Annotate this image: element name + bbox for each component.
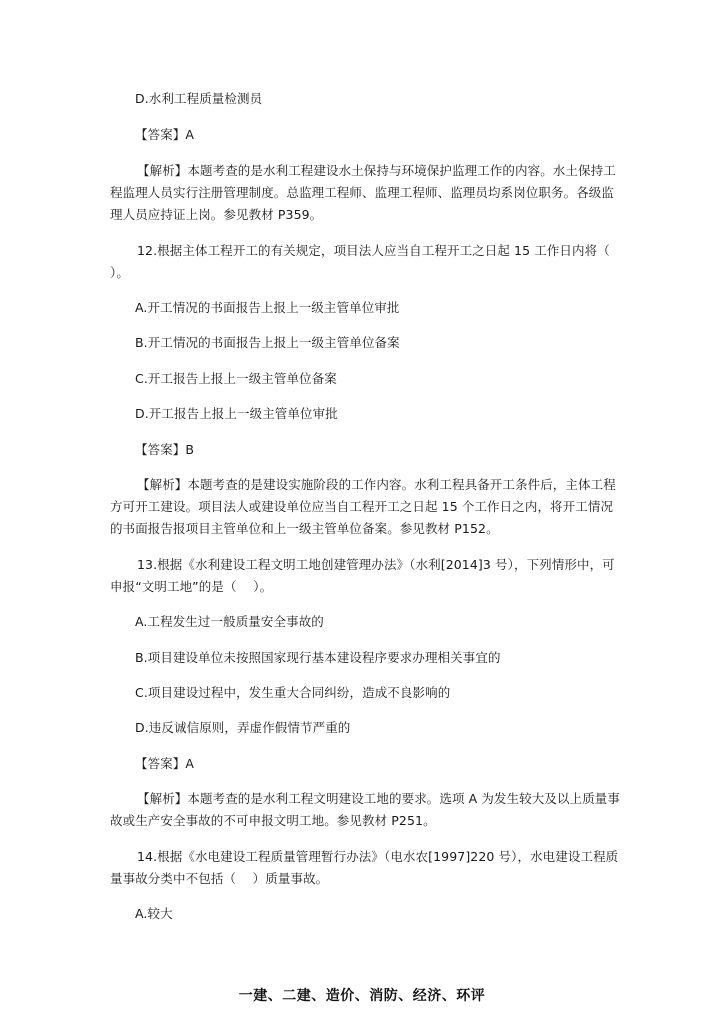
analysis-q11: 【解析】本题考查的是水利工程建设水土保持与环境保护监理工作的内容。水土保持工程监理人员实行注册管理制度。总监理工程师、监理工程师、监理员均系岗位职务。各级监理人员应持证上岗。参见教材 P359。 [110,163,616,222]
option-d-q11: D.水利工程质量检测员 [135,91,263,106]
answer-q11: 【答案】A [135,127,195,142]
option-a-q14: A.较大 [135,906,173,921]
answer-q13: 【答案】A [135,756,195,771]
analysis-q13: 【解析】本题考查的是水利工程文明建设工地的要求。选项 A 为发生较大及以上质量事故或生产安全事故的不可申报文明工地。参见教材 P251。 [110,791,620,828]
option-a-q13: A.工程发生过一般质量安全事故的 [135,614,324,629]
option-c-q12: C.开工报告上报上一级主管单位备案 [135,371,337,386]
page-footer: 一建、二建、造价、消防、经济、环评 [238,988,486,1004]
analysis-q12: 【解析】本题考查的是建设实施阶段的工作内容。水利工程具备开工条件后，主体工程方可开工建设。项目法人或建设单位应当自工程开工之日起 15 个工作日之内，将开工情况的书面报告报项目主管单位和上一级主管单位备案。参见教材 P152。 [110,477,616,536]
option-b-q12: B.开工情况的书面报告上报上一级主管单位备案 [135,335,400,350]
option-d-q13: D.违反诚信原则，弄虚作假情节严重的 [135,720,351,735]
question-13: 13.根据《水利建设工程文明工地创建管理办法》（水利[2014]3 号），下列情形中，可申报“文明工地”的是（ ）。 [110,557,615,594]
question-14: 14.根据《水电建设工程质量管理暂行办法》（电水农[1997]220 号），水电建设工程质量事故分类中不包括（ ）质量事故。 [110,849,619,886]
option-c-q13: C.项目建设过程中，发生重大合同纠纷，造成不良影响的 [135,685,451,700]
answer-q12: 【答案】B [135,442,195,457]
option-d-q12: D.开工报告上报上一级主管单位审批 [135,406,338,421]
option-b-q13: B.项目建设单位未按照国家现行基本建设程序要求办理相关事宜的 [135,650,501,665]
option-a-q12: A.开工情况的书面报告上报上一级主管单位审批 [135,300,400,315]
question-12: 12.根据主体工程开工的有关规定，项目法人应当自工程开工之日起 15 工作日内将（ ）。 [110,243,627,280]
